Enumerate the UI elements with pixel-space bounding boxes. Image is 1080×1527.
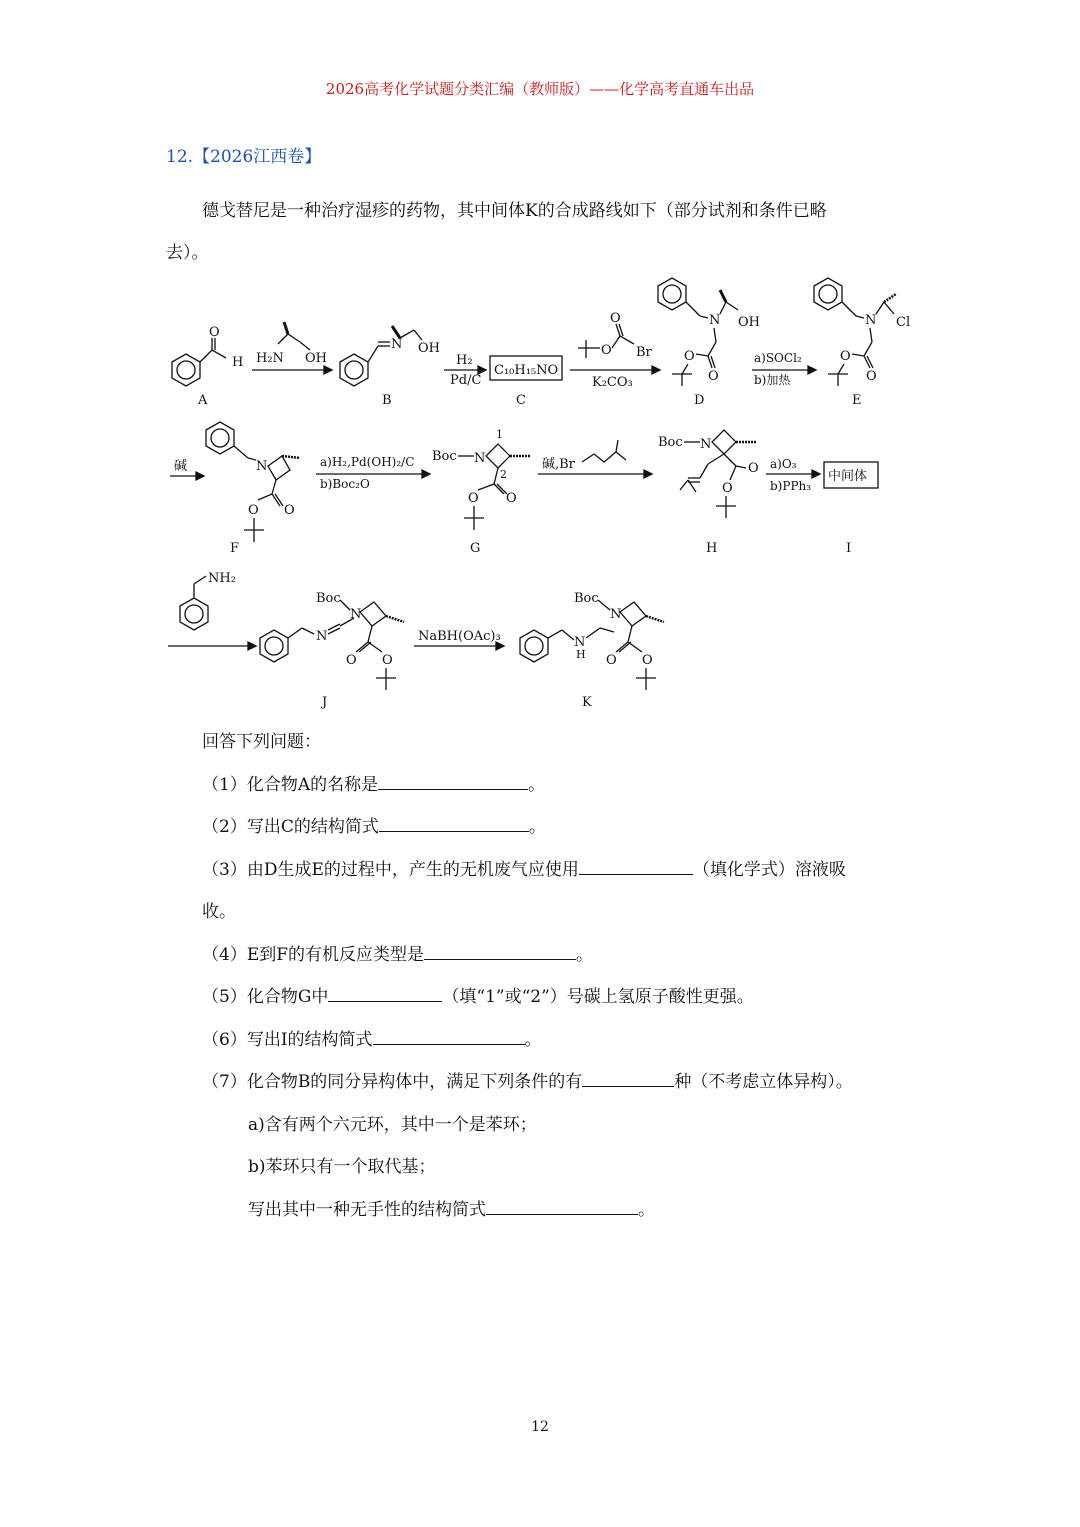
question-text: 种（不考虑立体异构）。 (674, 1072, 853, 1092)
label-g: G (470, 541, 481, 556)
question-4 (202, 940, 593, 965)
label-d: D (694, 393, 705, 408)
answer-blank-7[interactable] (582, 1072, 674, 1087)
atom-o: O (606, 653, 617, 668)
intro-line-2: 去）。 (166, 243, 209, 263)
atom-o: O (468, 491, 479, 506)
question-text: （3）由D生成E的过程中，产生的无机废气应使用 (202, 860, 579, 880)
reagent-pph3: b)PPh₃ (770, 479, 812, 493)
arrow-f-g (316, 455, 430, 491)
label-e: E (852, 393, 862, 408)
question-text: a)含有两个六元环，其中一个是苯环； (248, 1115, 537, 1135)
compound-d (658, 278, 760, 408)
label-b: B (382, 393, 392, 408)
atom-o: O (248, 503, 259, 518)
question-7-structure (248, 1195, 655, 1220)
arrow-d-e (752, 351, 816, 387)
atom-oh: OH (418, 341, 440, 356)
question-text: 。 (576, 945, 594, 965)
reagent-base: 碱 (174, 459, 188, 474)
compound-j (260, 591, 404, 710)
question-text: （1）化合物A的名称是 (202, 775, 379, 795)
reagent-o3: a)O₃ (770, 457, 797, 471)
boc-j: Boc (316, 591, 341, 606)
answer-blank-3[interactable] (579, 860, 693, 875)
atom-o: O (601, 343, 612, 358)
answer-prompt: 回答下列问题： (202, 732, 321, 752)
atom-o: O (506, 491, 517, 506)
answer-blank-6[interactable] (373, 1030, 525, 1045)
atom-cl: Cl (896, 315, 911, 330)
question-7-condition-a (248, 1110, 537, 1135)
compound-k (520, 591, 664, 710)
compound-h (658, 430, 759, 556)
atom-o: O (722, 481, 733, 496)
label-a: A (198, 393, 208, 408)
label-j: J (322, 695, 328, 710)
reagent-nh2: NH₂ (208, 571, 236, 586)
num-2: 2 (500, 468, 507, 481)
label-k: K (582, 695, 592, 710)
atom-h: H (576, 648, 586, 661)
reagent-boc2o: b)Boc₂O (320, 477, 370, 491)
compound-c (490, 356, 562, 408)
page-header: 2026高考化学试题分类汇编（教师版）——化学高考直通车出品 (325, 80, 755, 98)
arrow-c-d (570, 311, 660, 390)
num-1: 1 (496, 428, 503, 441)
question-text: （7）化合物B的同分异构体中，满足下列条件的有 (202, 1072, 583, 1092)
answer-blank-5[interactable] (328, 987, 442, 1002)
reagent-socl2: a)SOCl₂ (754, 351, 802, 365)
boc-g: Boc (432, 449, 457, 464)
label-i: I (846, 541, 852, 556)
question-text: （6）写出I的结构简式 (202, 1030, 373, 1050)
question-text: 。 (638, 1200, 655, 1220)
atom-o: O (346, 653, 357, 668)
question-text: （5）化合物G中 (202, 987, 329, 1007)
arrow-b-c (444, 353, 486, 388)
reagent-heat: b)加热 (754, 373, 791, 387)
question-text: 写出其中一种无手性的结构简式 (248, 1200, 486, 1220)
page-number: 12 (531, 1419, 549, 1435)
reagent-br: Br (636, 345, 652, 360)
question-1 (202, 770, 545, 795)
arrow-g-h (538, 440, 652, 478)
question-text: （2）写出C的结构简式 (202, 817, 379, 837)
atom-n: N (610, 607, 622, 622)
intermediate-label: 中间体 (828, 469, 868, 484)
atom-o: O (748, 461, 759, 476)
reagent-pdc: Pd/C (450, 373, 482, 388)
reagent-k2co3: K₂CO₃ (592, 375, 633, 390)
question-6 (202, 1025, 542, 1050)
arrow-h-i (766, 457, 820, 493)
reagent-base-br: 碱,Br (542, 457, 575, 472)
label-h: H (706, 541, 718, 556)
compound-g (432, 428, 530, 556)
reagent-nabh: NaBH(OAc)₃ (418, 629, 501, 644)
question-3 (202, 855, 846, 880)
arrow-j-k (414, 629, 504, 650)
question-text: （4）E到F的有机反应类型是 (202, 945, 425, 965)
atom-n: N (865, 313, 877, 328)
reagent-oh: OH (305, 351, 327, 366)
question-text: 。 (528, 775, 546, 795)
reagent-h2: H₂ (456, 353, 473, 368)
intro-line-1: 德戈替尼是一种治疗湿疹的药物，其中间体K的合成路线如下（部分试剂和条件已略 (202, 201, 827, 221)
question-5 (202, 982, 754, 1007)
intermediate-i (824, 462, 878, 556)
compound-b (340, 326, 440, 408)
arrow-a-b (252, 322, 332, 374)
reagent-h2n: H₂N (256, 351, 284, 366)
atom-h: H (232, 355, 244, 370)
atom-oh: OH (738, 315, 760, 330)
atom-o: O (610, 311, 621, 326)
question-text: b)苯环只有一个取代基； (248, 1157, 436, 1177)
answer-blank-8[interactable] (486, 1200, 638, 1215)
atom-n: N (316, 629, 328, 644)
question-text: （填化学式）溶液吸 (692, 860, 846, 880)
compound-e (814, 278, 910, 408)
question-7 (202, 1067, 853, 1092)
formula-c: C₁₀H₁₅NO (494, 363, 559, 378)
atom-o: O (684, 349, 695, 364)
question-text: 。 (524, 1030, 542, 1050)
atom-n: N (391, 337, 403, 352)
arrow-e-f (170, 459, 204, 480)
question-7-condition-b (248, 1152, 436, 1177)
atom-n: N (256, 459, 268, 474)
question-3-cont (202, 897, 236, 922)
question-2 (202, 812, 546, 837)
answer-blank-2[interactable] (379, 817, 529, 832)
boc-h: Boc (658, 435, 683, 450)
question-text: 收。 (202, 902, 236, 922)
answer-blank-4[interactable] (424, 945, 576, 960)
answer-blank-1[interactable] (378, 775, 528, 790)
atom-n: N (709, 313, 721, 328)
atom-n: N (474, 451, 486, 466)
question-text: 。 (528, 817, 546, 837)
compound-a (172, 325, 243, 408)
compound-f (206, 422, 300, 556)
atom-o: O (642, 653, 653, 668)
atom-o: O (382, 653, 393, 668)
atom-n: N (350, 607, 362, 622)
synthesis-scheme (160, 262, 930, 712)
reagent-h2pdoh: a)H₂,Pd(OH)₂/C (320, 455, 415, 469)
label-c: C (516, 393, 526, 408)
question-number: 12.【2026江西卷】 (166, 147, 322, 167)
label-f: F (230, 541, 240, 556)
atom-o: O (708, 369, 719, 384)
question-text: （填“1”或“2”）号碳上氢原子酸性更强。 (442, 987, 754, 1007)
atom-o: O (284, 503, 295, 518)
atom-n: N (700, 437, 712, 452)
atom-o: O (209, 325, 220, 340)
atom-o: O (840, 349, 851, 364)
atom-o: O (866, 369, 877, 384)
boc-k: Boc (574, 591, 599, 606)
atom-n: N (574, 635, 586, 650)
arrow-i-j (168, 571, 256, 650)
